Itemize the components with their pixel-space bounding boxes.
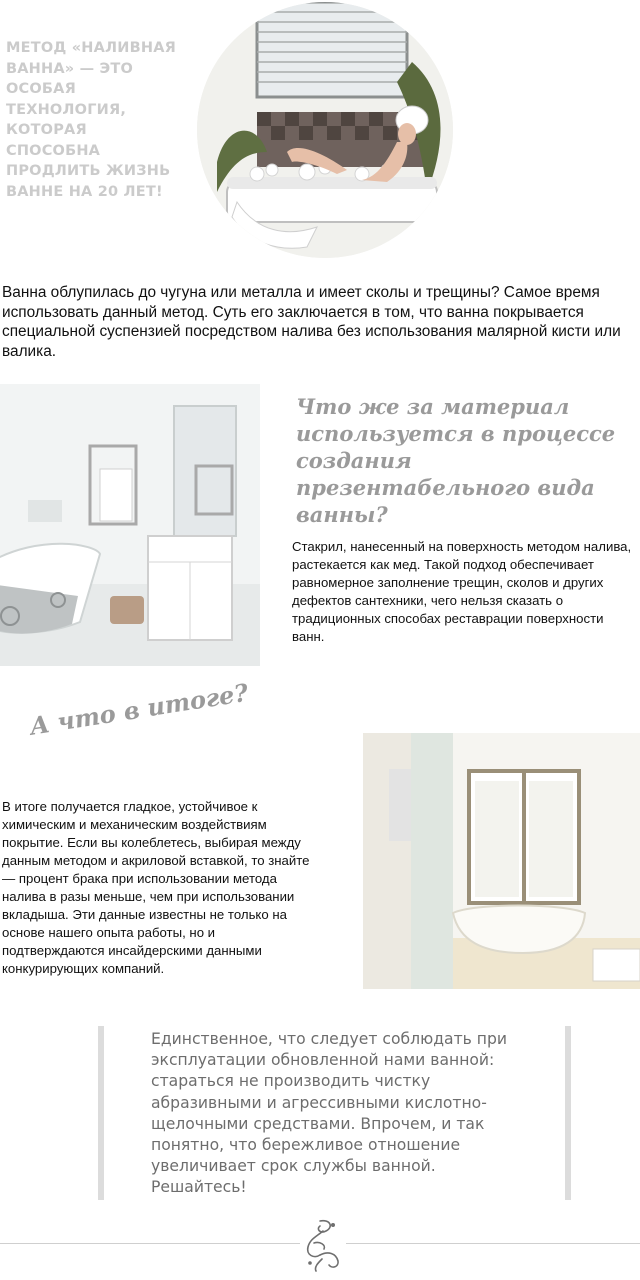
quote-bar-right <box>565 1026 571 1200</box>
hero-illustration-woman-in-bath <box>197 2 453 258</box>
section2-paragraph: В итоге получается гладкое, устойчивое к химическим и механическим воздействиям покрытие. Если вы колеблетесь, выбирая между данным методом и акриловой вставкой, то знайте — процент брака при использовании метода налива в разы меньше, чем при использовании вкладыша. Эти данные известны не только на основе нашего опыта работы, но и подтверждаются инсайдерскими данными конкурирующих компаний. <box>2 799 310 976</box>
section2-heading: А что в итоге? <box>27 677 251 741</box>
intro-paragraph: Ванна облупилась до чугуна или металла и имеет сколы и трещины? Самое время использовать данный метод. Суть его заключается в том, что ванна покрывается специальной суспензией посредством налива без использования малярной кисти или валика. <box>2 284 621 360</box>
closing-quote: Единственное, что следует соблюдать при эксплуатации обновленной нами ванной: стараться не производить чистку абразивными и агрессивными кислотно-щелочными средствами. Впрочем, и так понятно, что бережливое отношение увеличивает срок службы ванной. Решайтесь! <box>151 1030 508 1197</box>
hero-title: МЕТОД «НАЛИВНАЯ ВАННА» — ЭТО ОСОБАЯ ТЕХНОЛОГИЯ, КОТОРАЯ СПОСОБНА ПРОДЛИТЬ ЖИЗНЬ ВАННЕ НА 20 ЛЕТ! <box>6 40 176 200</box>
section1-paragraph: Стакрил, нанесенный на поверхность методом налива, растекается как мед. Такой подход обеспечивает равномерное заполнение трещин, сколов и других дефектов сантехники, чего нельзя сказать о традиционных способах реставрации поверхности ванн. <box>292 539 632 644</box>
section1-heading: Что же за материал используется в процессе создания презентабельного вида ванны? <box>296 394 616 527</box>
bathroom-photo-2 <box>363 733 640 989</box>
bathroom-photo-1 <box>0 384 260 666</box>
floral-ornament-icon <box>300 1215 346 1273</box>
quote-bar-left <box>98 1026 104 1200</box>
